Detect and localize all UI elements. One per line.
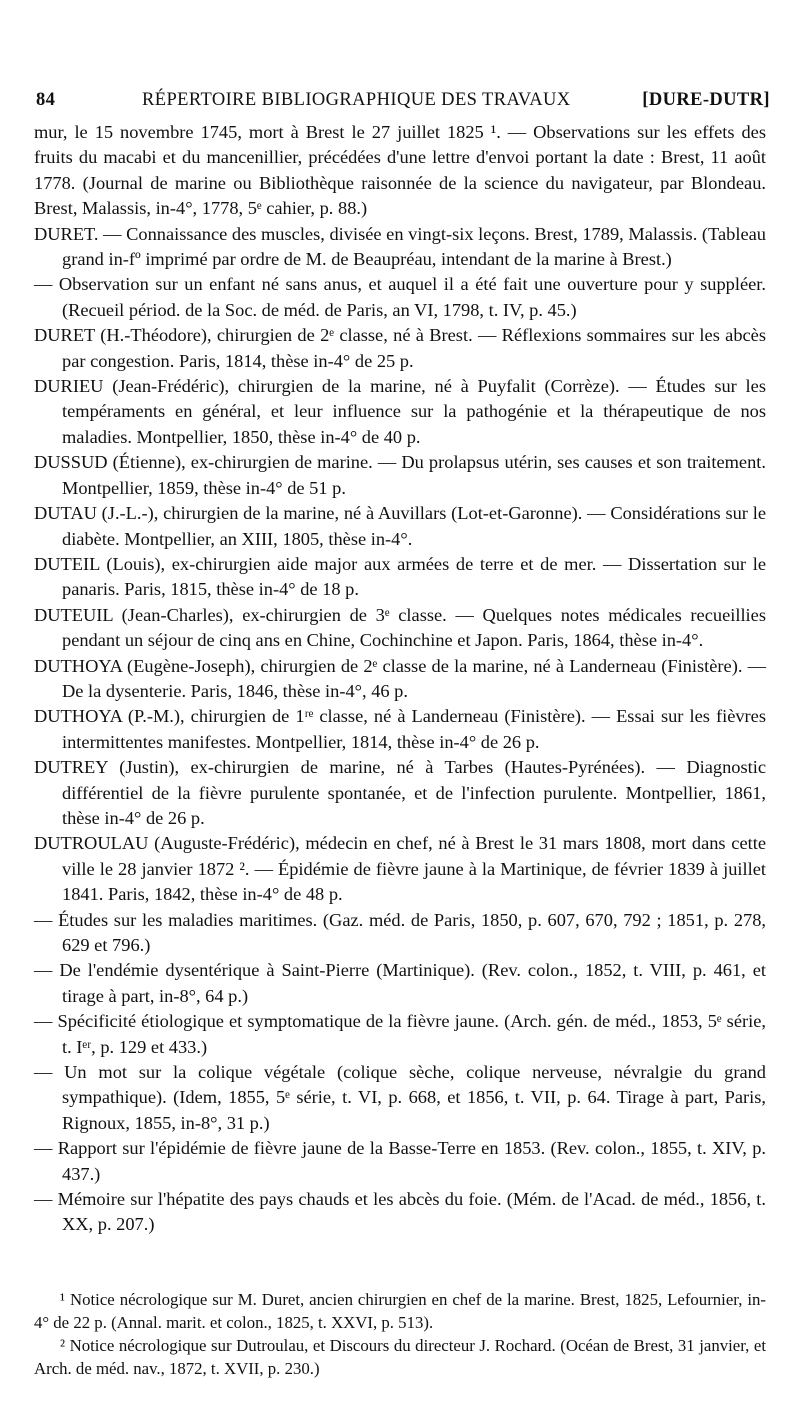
entry-paragraph: DUTROULAU (Auguste-Frédéric), médecin en chef, né à Brest le 31 mars 1808, mort dans cette ville le 28 janvier 1872 ². — Épidémie de fièvre jaune à la Martinique, de février 1839 à juillet 1841. Paris, 1842, thèse in-4° de 48 p. — [34, 833, 766, 905]
entry-paragraph: — Études sur les maladies maritimes. (Gaz. méd. de Paris, 1850, p. 607, 670, 792 ; 1851, p. 278, 629 et 796.) — [34, 909, 766, 955]
footnotes — [34, 1288, 766, 1380]
entry-paragraph: — De l'endémie dysentérique à Saint-Pierre (Martinique). (Rev. colon., 1852, t. VIII, p. 461, et tirage à part, in-8°, 64 p.) — [34, 960, 766, 1006]
footnote-2: ² Notice nécrologique sur Dutroulau, et Discours du directeur J. Rochard. (Océan de Brest, 31 janvier, et Arch. de méd. nav., 1872, t. XVII, p. 230.) — [34, 1336, 766, 1378]
entry-paragraph: — Un mot sur la colique végétale (colique sèche, colique nerveuse, névralgie du grand sympathique). (Idem, 1855, 5ᵉ série, t. VI, p. 668, et 1856, t. VII, p. 64. Tirage à part, Paris, Rignoux, 1855, in-8°, 31 p.) — [34, 1062, 766, 1133]
entry-paragraph: DUTEUIL (Jean-Charles), ex-chirurgien de 3ᵉ classe. — Quelques notes médicales recueillies pendant un séjour de cinq ans en Chine, Cochinchine et Japon. Paris, 1864, thèse in-4°. — [34, 604, 766, 651]
entry-paragraph: DUTREY (Justin), ex-chirurgien de marine, né à Tarbes (Hautes-Pyrénées). — Diagnostic différentiel de la fièvre purulente spontanée, et de l'infection purulente. Montpellier, 1861, thèse in-4° de 26 p. — [34, 757, 766, 828]
entry-paragraph: mur, le 15 novembre 1745, mort à Brest le 27 juillet 1825 ¹. — Observations sur les effets des fruits du macabi et du mancenillier, précédées d'une lettre d'envoi portant la date : Brest, 11 août 1778. (Journal de marine ou Bibliothèque raisonnée de la science du navigateur, par Blondeau. Brest, Malassis, in-4°, 1778, 5ᵉ cahier, p. 88.) — [34, 122, 766, 219]
footnote-1: ¹ Notice nécrologique sur M. Duret, ancien chirurgien en chef de la marine. Brest, 1825, Lefournier, in-4° de 22 p. (Annal. marit. et colon., 1825, t. XXVI, p. 513). — [34, 1290, 766, 1332]
entry-paragraph: — Spécificité étiologique et symptomatique de la fièvre jaune. (Arch. gén. de méd., 1853, 5ᵉ série, t. Iᵉʳ, p. 129 et 433.) — [34, 1011, 766, 1057]
entry-paragraph: — Mémoire sur l'hépatite des pays chauds et les abcès du foie. (Mém. de l'Acad. de méd., 1856, t. XX, p. 207.) — [34, 1189, 766, 1235]
entry-paragraph: DUTAU (J.-L.-), chirurgien de la marine, né à Auvillars (Lot-et-Garonne). — Considérations sur le diabète. Montpellier, an XIII, 1805, thèse in-4°. — [34, 503, 766, 549]
entry-paragraph: DURIEU (Jean-Frédéric), chirurgien de la marine, né à Puyfalit (Corrèze). — Études sur les tempéraments en général, et leur influence sur la pathogénie et la thérapeutique de nos maladies. Montpellier, 1850, thèse in-4° de 40 p. — [34, 376, 766, 447]
entry-paragraph: — Observation sur un enfant né sans anus, et auquel il a été fait une ouverture pour y suppléer. (Recueil périod. de la Soc. de méd. de Paris, an VI, 1798, t. IV, p. 45.) — [34, 274, 766, 320]
entry-paragraph: DURET. — Connaissance des muscles, divisée en vingt-six leçons. Brest, 1789, Malassis. (Tableau grand in-fº imprimé par ordre de M. de Beaupréau, intendant de la marine à Brest.) — [34, 223, 766, 270]
entry-paragraph: DUTHOYA (Eugène-Joseph), chirurgien de 2ᵉ classe de la marine, né à Landerneau (Finistère). — De la dysenterie. Paris, 1846, thèse in-4°, 46 p. — [34, 655, 766, 701]
running-title: RÉPERTOIRE BIBLIOGRAPHIQUE DES TRAVAUX — [142, 90, 571, 110]
entry-paragraph: DUTHOYA (P.-M.), chirurgien de 1ʳᵉ classe, né à Landerneau (Finistère). — Essai sur les fièvres intermittentes manifestes. Montpellier, 1814, thèse in-4° de 26 p. — [34, 706, 766, 752]
entry-paragraph: DUTEIL (Louis), ex-chirurgien aide major aux armées de terre et de mer. — Dissertation sur le panaris. Paris, 1815, thèse in-4° de 18 p. — [34, 553, 766, 600]
entry-paragraph: DURET (H.-Théodore), chirurgien de 2ᵉ classe, né à Brest. — Réflexions sommaires sur les abcès par congestion. Paris, 1814, thèse in-4° de 25 p. — [34, 325, 766, 371]
entry-paragraph: DUSSUD (Étienne), ex-chirurgien de marine. — Du prolapsus utérin, ses causes et son traitement. Montpellier, 1859, thèse in-4° de 51 p. — [34, 452, 766, 498]
entry-paragraph: — Rapport sur l'épidémie de fièvre jaune de la Basse-Terre en 1853. (Rev. colon., 1855, t. XIV, p. 437.) — [34, 1138, 766, 1184]
bibliography-body — [34, 120, 766, 1238]
page-number: 84 — [36, 90, 56, 110]
entry-range: [DURE-DUTR] — [642, 90, 770, 110]
